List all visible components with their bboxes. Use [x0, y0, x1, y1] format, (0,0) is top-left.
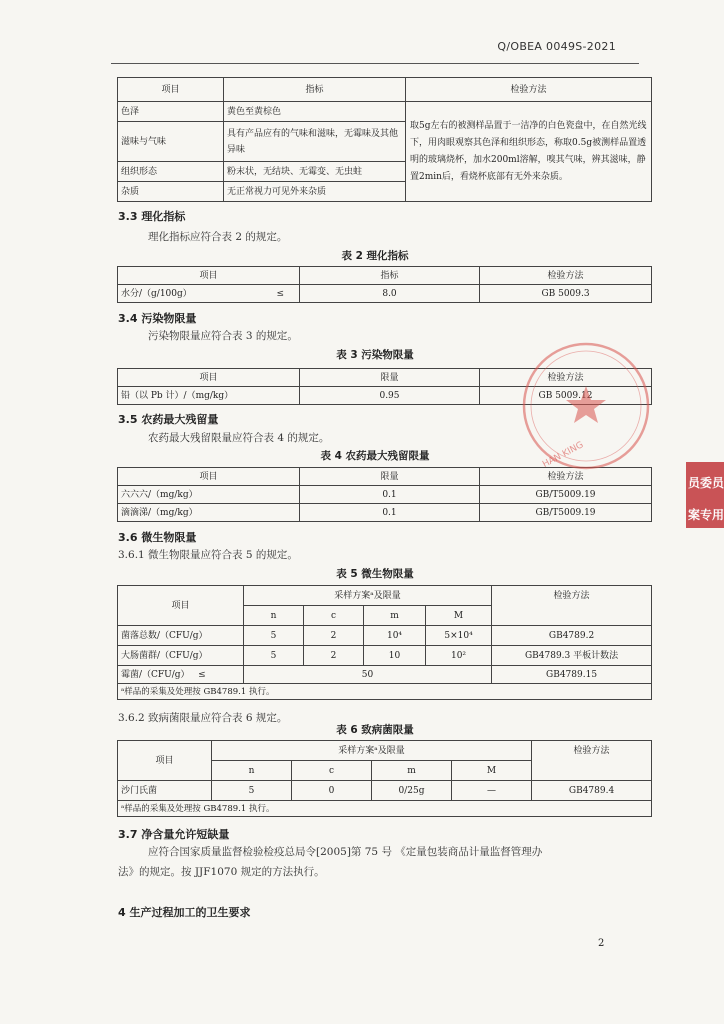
- table-header: 项目: [118, 468, 300, 486]
- table-subheader: m: [372, 761, 452, 781]
- table-cell: 10: [364, 646, 426, 666]
- table-cell: 5: [244, 646, 304, 666]
- paragraph: 法》的规定。按 JJF1070 规定的方法执行。: [118, 866, 325, 878]
- table-cell: 沙门氏菌: [118, 781, 212, 801]
- table-header: 限量: [300, 369, 480, 387]
- table-header: 项目: [118, 267, 300, 285]
- table-cell: GB4789.3 平板计数法: [492, 646, 652, 666]
- table-caption: 表 2 理化指标: [341, 250, 409, 262]
- table-header: 采样方案ᵃ及限量: [212, 741, 532, 761]
- table-cell: GB 5009.3: [480, 285, 652, 303]
- table-header: 项目: [118, 369, 300, 387]
- table-subheader: M: [426, 606, 492, 626]
- table-cell: 0.1: [300, 486, 480, 504]
- table-header: 检验方法: [492, 586, 652, 626]
- table-cell: 0.95: [300, 387, 480, 405]
- table-header: 限量: [300, 468, 480, 486]
- table-cell: 0.1: [300, 504, 480, 522]
- paragraph: 理化指标应符合表 2 的规定。: [148, 231, 288, 243]
- table-caption: 表 4 农药最大残留限量: [320, 450, 430, 462]
- table-header: 检验方法: [406, 78, 652, 102]
- paragraph: 污染物限量应符合表 3 的规定。: [148, 330, 298, 342]
- table-cell: 六六六/（mg/kg）: [118, 486, 300, 504]
- paragraph: 3.6.2 致病菌限量应符合表 6 规定。: [118, 712, 288, 724]
- pathogen-table: [117, 740, 652, 817]
- table-note: ᵃ样品的采集及处理按 GB4789.1 执行。: [118, 684, 652, 700]
- table-cell: 2: [304, 626, 364, 646]
- pesticide-table: [117, 467, 652, 522]
- table-cell: GB 5009.12: [480, 387, 652, 405]
- section-heading: 3.7 净含量允许短缺量: [118, 828, 230, 841]
- table-subheader: n: [212, 761, 292, 781]
- paragraph: 应符合国家质量监督检验检疫总局令[2005]第 75 号 《定量包装商品计量监督管理办: [148, 846, 543, 858]
- table-header: 检验方法: [480, 369, 652, 387]
- physchem-table: [117, 266, 652, 303]
- table-cell: GB4789.15: [492, 666, 652, 684]
- table-cell: 8.0: [300, 285, 480, 303]
- section-heading: 3.4 污染物限量: [118, 312, 197, 325]
- table-cell: 粉末状，无结块、无霉变、无虫蛀: [224, 162, 406, 182]
- table-header: 项目: [118, 586, 244, 626]
- mold-comparator: ≤: [198, 669, 206, 680]
- table-subheader: M: [452, 761, 532, 781]
- table-cell: GB4789.4: [532, 781, 652, 801]
- table-cell: —: [452, 781, 532, 801]
- table-cell: 铅（以 Pb 计）/（mg/kg）: [118, 387, 300, 405]
- filing-stamp-line: 案专用: [688, 508, 724, 522]
- table-cell: 大肠菌群/（CFU/g）: [118, 646, 244, 666]
- table-header: 检验方法: [532, 741, 652, 781]
- document-id: Q/OBEA 0049S-2021: [497, 40, 616, 53]
- table-cell: 滴滴涕/（mg/kg）: [118, 504, 300, 522]
- paragraph: 3.6.1 微生物限量应符合表 5 的规定。: [118, 549, 298, 561]
- table-cell: 10²: [426, 646, 492, 666]
- table-cell: GB4789.2: [492, 626, 652, 646]
- table-header: 检验方法: [480, 267, 652, 285]
- table-subheader: n: [244, 606, 304, 626]
- table-cell: 2: [304, 646, 364, 666]
- table-header: 项目: [118, 741, 212, 781]
- table-subheader: c: [292, 761, 372, 781]
- table-note: ᵃ样品的采集及处理按 GB4789.1 执行。: [118, 801, 652, 817]
- table-cell: 杂质: [118, 182, 224, 202]
- table-cell: 50: [244, 666, 492, 684]
- mold-label: 霉菌/（CFU/g）: [121, 669, 190, 680]
- table-cell: 色泽: [118, 102, 224, 122]
- paragraph: 农药最大残留限量应符合表 4 的规定。: [148, 432, 330, 444]
- table-header: 采样方案ᵃ及限量: [244, 586, 492, 606]
- page-number: 2: [598, 938, 605, 949]
- seal-text: HAN KING: [541, 440, 586, 471]
- table-cell: 无正常视力可见外来杂质: [224, 182, 406, 202]
- sensory-method-cell: 取5g左右的被测样品置于一洁净的白色瓷盘中，在自然光线下，用肉眼观察其色泽和组织形态，称取0.5g被测样品置透明的玻璃烧杯，加水200ml溶解，嗅其气味，辨其滋味，静置2min后，看烧杯底部有无外来杂质。: [406, 102, 652, 202]
- microbe-table: [117, 585, 652, 700]
- table-cell: GB/T5009.19: [480, 486, 652, 504]
- table-cell: 菌落总数/（CFU/g）: [118, 626, 244, 646]
- table-subheader: c: [304, 606, 364, 626]
- table-header: 指标: [300, 267, 480, 285]
- table-cell: 0/25g: [372, 781, 452, 801]
- table-cell: 10⁴: [364, 626, 426, 646]
- filing-stamp-line: 员委员: [688, 476, 724, 490]
- table-caption: 表 6 致病菌限量: [336, 724, 414, 736]
- table-cell: 5: [244, 626, 304, 646]
- table-cell: 滋味与气味: [118, 122, 224, 162]
- section-heading: 3.6 微生物限量: [118, 531, 197, 544]
- filing-stamp-strip: [686, 462, 724, 528]
- section-heading: 3.5 农药最大残留量: [118, 413, 219, 426]
- table-subheader: m: [364, 606, 426, 626]
- table-cell: 0: [292, 781, 372, 801]
- sensory-table: [117, 77, 652, 202]
- section-heading: 3.3 理化指标: [118, 210, 186, 223]
- table-cell: 水分/（g/100g）: [118, 285, 262, 303]
- table-header: 检验方法: [480, 468, 652, 486]
- top-rule: [111, 63, 639, 64]
- table-header: 项目: [118, 78, 224, 102]
- table-cell: 5×10⁴: [426, 626, 492, 646]
- table-cell: 具有产品应有的气味和滋味，无霉味及其他异味: [224, 122, 406, 162]
- section-heading: 4 生产过程加工的卫生要求: [118, 906, 251, 919]
- table-cell: GB/T5009.19: [480, 504, 652, 522]
- seal-star-icon: [566, 386, 606, 423]
- table-cell: 黄色至黄棕色: [224, 102, 406, 122]
- table-cell: 5: [212, 781, 292, 801]
- table-caption: 表 3 污染物限量: [336, 349, 414, 361]
- table-cell: ≤: [262, 285, 300, 303]
- table-cell: [118, 666, 244, 684]
- official-seal: [520, 340, 652, 472]
- table-cell: 组织形态: [118, 162, 224, 182]
- table-caption: 表 5 微生物限量: [336, 568, 414, 580]
- table-header: 指标: [224, 78, 406, 102]
